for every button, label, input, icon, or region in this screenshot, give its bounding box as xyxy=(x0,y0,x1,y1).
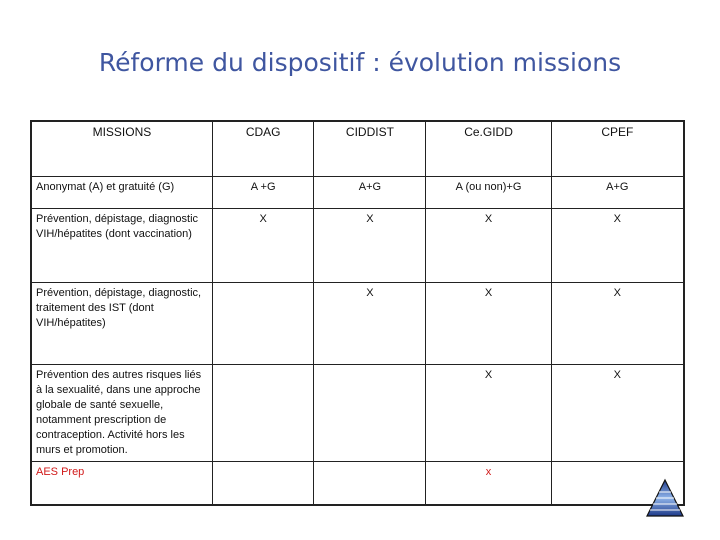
missions-table xyxy=(30,120,685,506)
pyramid-icon xyxy=(645,478,685,518)
table-row xyxy=(31,177,684,209)
cpef-cell: X xyxy=(551,209,684,283)
mission-cell: Prévention, dépistage, diagnostic VIH/hépatites (dont vaccination) xyxy=(31,209,212,283)
cdag-cell: A +G xyxy=(212,177,314,209)
header-missions: MISSIONS xyxy=(31,121,212,177)
header-ciddist: CIDDIST xyxy=(314,121,426,177)
table-row xyxy=(31,209,684,283)
ciddist-cell: A+G xyxy=(314,177,426,209)
ciddist-cell xyxy=(314,462,426,505)
mission-cell: Prévention, dépistage, diagnostic, traitement des IST (dont VIH/hépatites) xyxy=(31,283,212,365)
ciddist-cell xyxy=(314,365,426,462)
cegidd-cell-aes-prep: x xyxy=(426,462,551,505)
mission-cell: Anonymat (A) et gratuité (G) xyxy=(31,177,212,209)
ciddist-cell: X xyxy=(314,209,426,283)
cegidd-cell: X xyxy=(426,283,551,365)
cdag-cell: X xyxy=(212,209,314,283)
slide-title: Réforme du dispositif : évolution missions xyxy=(98,48,622,77)
cegidd-cell: X xyxy=(426,209,551,283)
cdag-cell xyxy=(212,365,314,462)
cdag-cell xyxy=(212,462,314,505)
cpef-cell: X xyxy=(551,365,684,462)
cdag-cell xyxy=(212,283,314,365)
table-row xyxy=(31,365,684,462)
header-cegidd: Ce.GIDD xyxy=(426,121,551,177)
header-cpef: CPEF xyxy=(551,121,684,177)
ciddist-cell: X xyxy=(314,283,426,365)
cpef-cell: X xyxy=(551,283,684,365)
mission-cell-aes-prep: AES Prep xyxy=(31,462,212,505)
cegidd-cell: A (ou non)+G xyxy=(426,177,551,209)
cegidd-cell: X xyxy=(426,365,551,462)
cpef-cell: A+G xyxy=(551,177,684,209)
table-row xyxy=(31,462,684,505)
table-row xyxy=(31,283,684,365)
header-cdag: CDAG xyxy=(212,121,314,177)
table-header-row xyxy=(31,121,684,177)
mission-cell: Prévention des autres risques liés à la sexualité, dans une approche globale de santé sexuelle, notamment prescription de contraception. Activité hors les murs et promotion. xyxy=(31,365,212,462)
